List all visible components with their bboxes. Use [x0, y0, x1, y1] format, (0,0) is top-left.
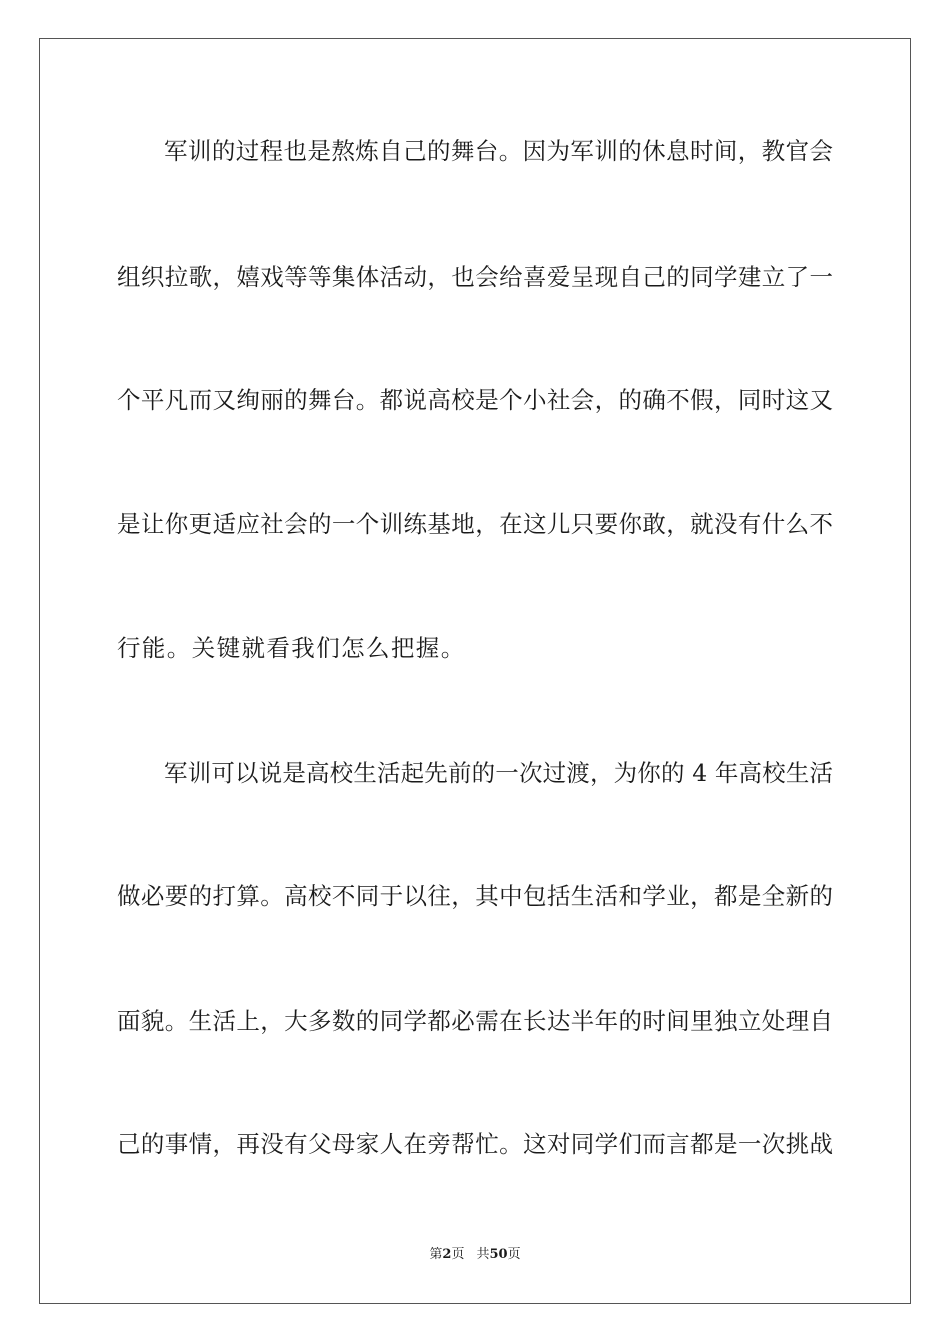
footer-page-suffix: 页	[451, 1247, 465, 1262]
footer-page-current: 2	[442, 1247, 452, 1262]
paragraph-1-line-3: 个平凡而又绚丽的舞台。都说高校是个小社会，的确不假，同时这又	[117, 386, 833, 414]
footer-page-prefix: 第	[429, 1247, 443, 1262]
footer-total-suffix: 页	[507, 1247, 521, 1262]
page-border	[39, 38, 911, 1304]
paragraph-1-line-4: 是让你更适应社会的一个训练基地，在这儿只要你敢，就没有什么不	[117, 510, 833, 538]
paragraph-2-line-3: 面貌。生活上，大多数的同学都必需在长达半年的时间里独立处理自	[117, 1007, 833, 1035]
paragraph-1-line-1: 军训的过程也是熬炼自己的舞台。因为军训的休息时间，教官会	[164, 137, 833, 165]
paragraph-1-line-5: 行能。关键就看我们怎么把握。	[117, 634, 466, 662]
paragraph-2-line-2: 做必要的打算。高校不同于以往，其中包括生活和学业，都是全新的	[117, 882, 833, 910]
paragraph-1-line-2: 组织拉歌，嬉戏等等集体活动，也会给喜爱呈现自己的同学建立了一	[117, 263, 833, 291]
footer-total-prefix: 共	[476, 1247, 490, 1262]
paragraph-2-line-4: 己的事情，再没有父母家人在旁帮忙。这对同学们而言都是一次挑战	[117, 1130, 833, 1158]
paragraph-2-line-1: 军训可以说是高校生活起先前的一次过渡，为你的 4 年高校生活	[164, 759, 833, 787]
footer-page-total: 50	[489, 1247, 508, 1262]
page-footer	[0, 1247, 950, 1263]
